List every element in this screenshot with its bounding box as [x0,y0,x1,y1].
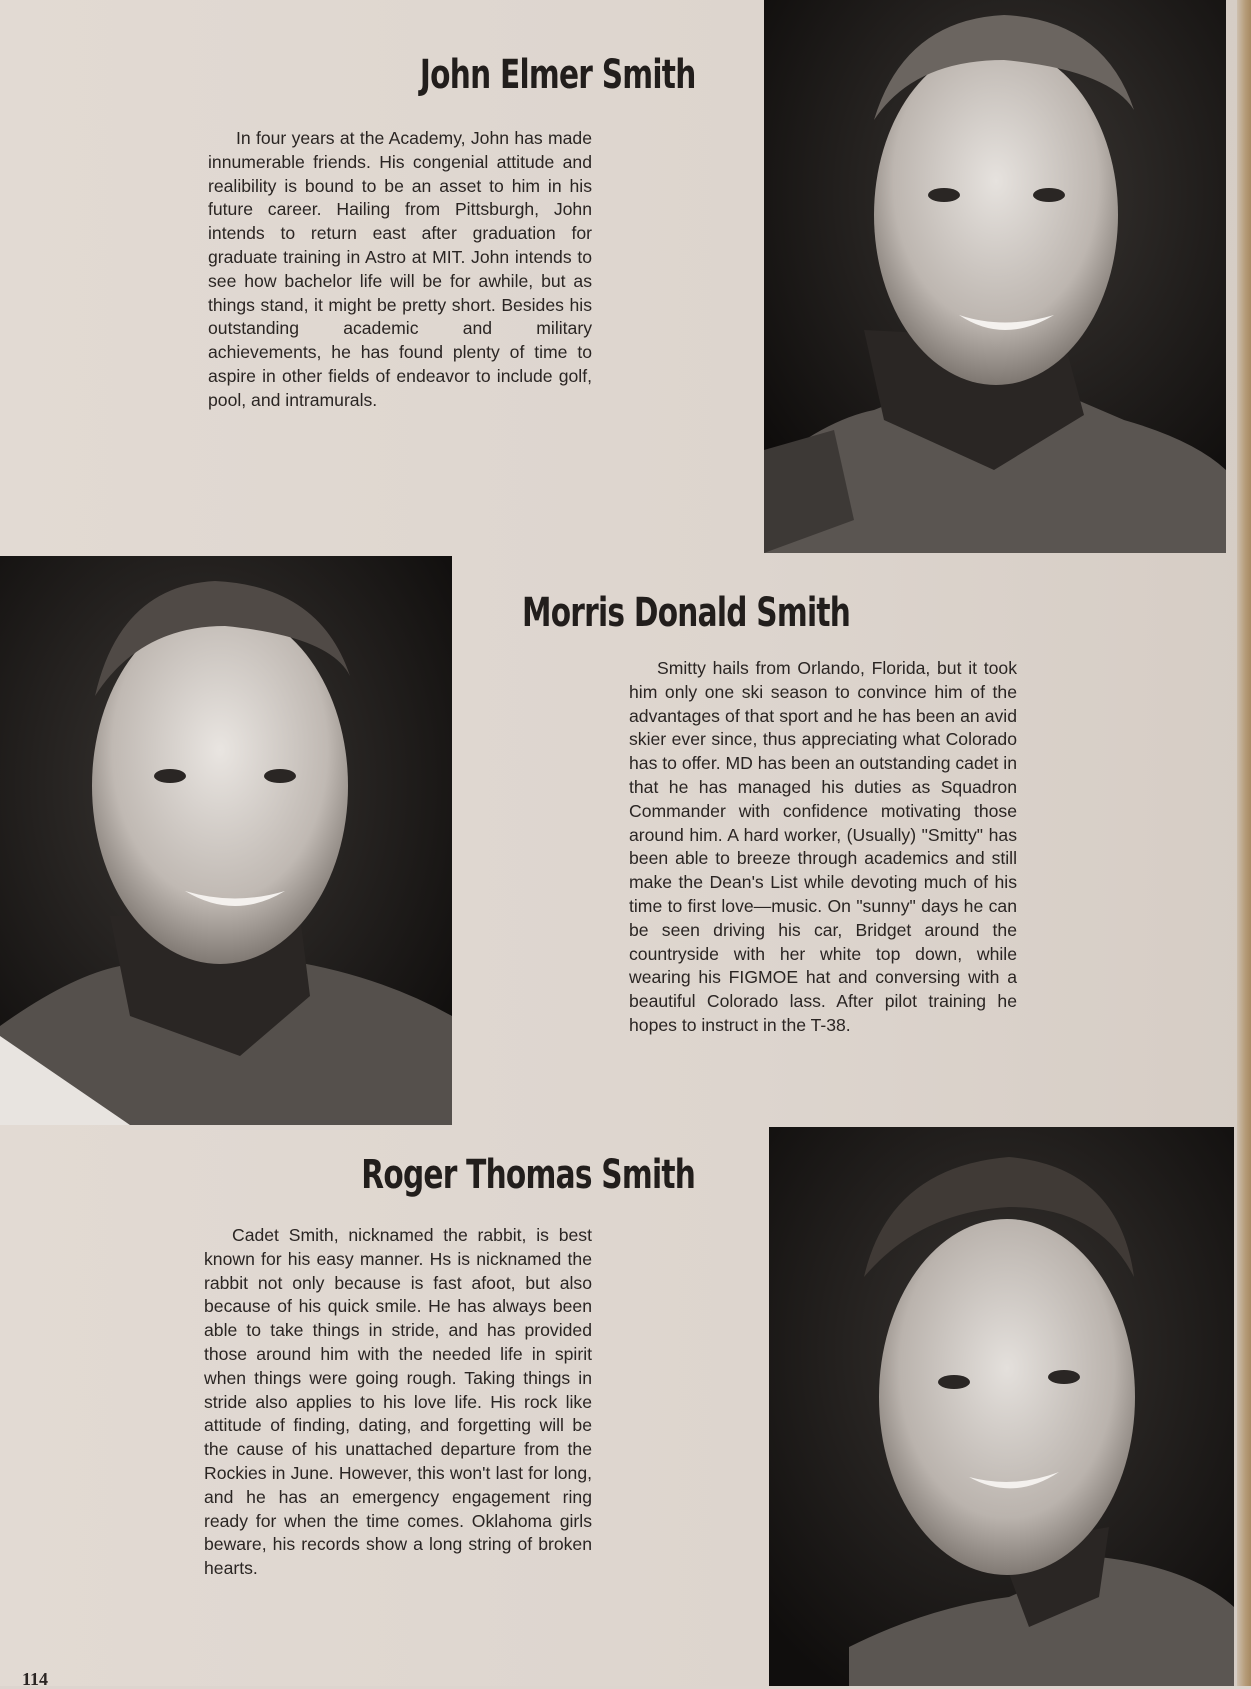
page-binding-edge [1237,0,1251,1686]
profile-bio-roger: Cadet Smith, nicknamed the rabbit, is best known for his easy manner. Hs is nicknamed the rabbit not only because is fast afoot, but also because of his quick smile. He has always been able to take things in stride, and has provided those around him with the needed life in spirit when things were going rough. Taking things in stride also applies to his love life. His rock like attitude of finding, dating, and forgetting will be the cause of his unattached departure from the Rockies in June. However, this won't last for long, and he has an emergency engagement ring ready for when the time comes. Oklahoma girls beware, his records show a long string of broken hearts. [204,1225,592,1579]
profile-bio-john: In four years at the Academy, John has made innumerable friends. His congenial attitude and realibility is bound to be an asset to him in his future career. Hailing from Pittsburgh, John intends to return east after graduation for graduate training in Astro at MIT. John intends to see how bachelor life will be for awhile, but as things stand, it might be pretty short. Besides his outstanding academic and military achievements, he has found plenty of time to aspire in other fields of endeavor to include golf, pool, and intramurals. [208,128,592,410]
profile-bio-morris: Smitty hails from Orlando, Florida, but it took him only one ski season to convince him of the advantages of that sport and he has been an avid skier ever since, thus appreciating what Colorado has to offer. MD has been an outstanding cadet in that he has managed his duties as Squadron Commander with confidence motivating those around him. A hard worker, (Usually) "Smitty" has been able to breeze through academics and still make the Dean's List while devoting much of his time to first love—music. On "sunny" days he can be seen driving his car, Bridget around the countryside with her white top down, while wearing his FIGMOE hat and conversing with a beautiful Colorado lass. After pilot training he hopes to instruct in the T-38. [629,658,1017,1035]
portrait-photo-roger [769,1127,1234,1686]
profile-name-morris: Morris Donald Smith [522,590,851,636]
page-number: 114 [22,1669,49,1689]
profile-name-john: John Elmer Smith [420,52,696,98]
portrait-photo-john [764,0,1226,553]
profile-name-roger: Roger Thomas Smith [361,1152,695,1198]
portrait-photo-morris [0,556,452,1125]
